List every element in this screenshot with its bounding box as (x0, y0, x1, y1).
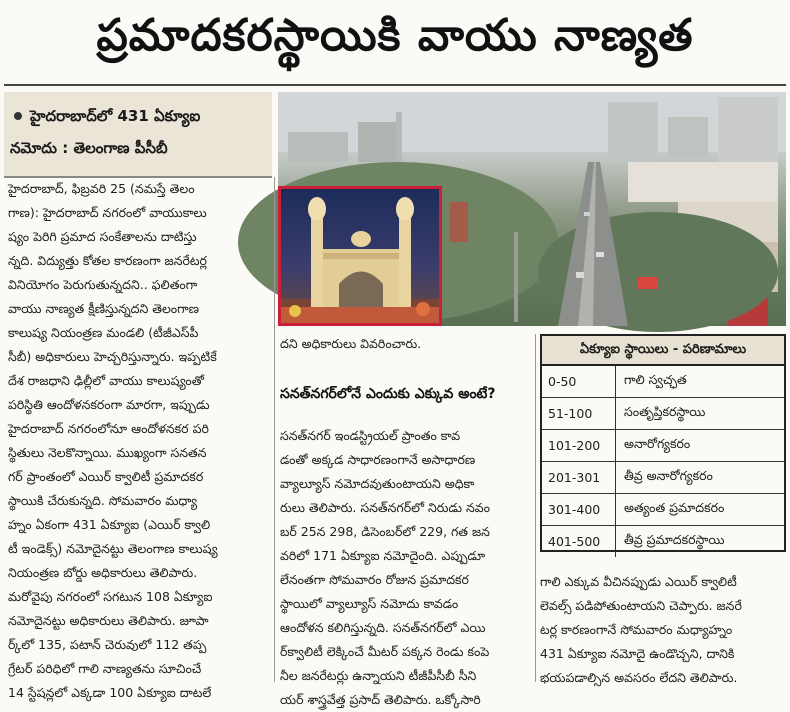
article-line: దేశ రాజధాని ఢిల్లీలో వాయు కాలుష్యంతో (8, 373, 204, 388)
article-line: స్థాయికి చేరుకున్నది. సోమవారం మధ్యా (8, 493, 198, 508)
headline-rule (4, 84, 786, 86)
article-line: నియంత్రణ బోర్డు అధికారులు తెలిపారు. (8, 565, 198, 580)
headline: ప్రమాదకరస్థాయికి వాయు నాణ్యత (96, 10, 694, 61)
article-line: భయపడాల్సిన అవసరం లేదని తెలిపారు. (540, 670, 738, 685)
article-line: ఆందోళన కలిగిస్తున్నది. సనత్‌నగర్‌లో ఎయి (280, 620, 486, 635)
aqi-table-row (542, 526, 784, 557)
aqi-table-header: ఏక్యూఐ స్థాయిలు - పరిణామాలు (542, 336, 784, 366)
article-line: నీల జనరేటర్లు ఉన్నాయని టీజీపీసీబీ సీని (280, 668, 477, 683)
article-line: డంతో అక్కడ సాధారణంగానే అసాధారణ (280, 452, 476, 467)
aqi-range-cell: 51-100 (542, 398, 616, 429)
article-line: స్థాయిలో వ్యాల్యూస్ నమోదు కావడం (280, 596, 459, 611)
aqi-range-cell: 101-200 (542, 430, 616, 461)
article-line: 14 స్టేషన్లలో ఎక్కడా 100 ఏక్యూఐ దాటలే (8, 685, 212, 700)
aqi-table-row (542, 494, 784, 526)
article-column-2 (280, 424, 532, 707)
charminar-illustration (281, 189, 439, 323)
article-line: గర్ ప్రాంతంలో ఎయిర్ క్వాలిటీ ప్రమాదకర (8, 469, 204, 484)
article-line: ష్యం పెరిగి ప్రమాద సంకేతాలను దాటిస్తు (8, 229, 197, 244)
article-line: హ్నం ఏకంగా 431 ఏక్యూఐ (ఎయిర్ క్వాలి (8, 517, 211, 532)
aqi-level-cell: అనారోగ్యకరం (624, 436, 691, 451)
article-line: లెవల్స్ పడిపోతుంటాయని చెప్పారు. జనరే (540, 598, 742, 613)
subheading-line-1: హైదరాబాద్‌లో 431 ఏక్యూఐ (10, 100, 266, 132)
aqi-range-cell: 301-400 (542, 494, 616, 525)
article-column-2-top: దని అధికారులు వివరించారు. (280, 336, 422, 351)
aqi-level-cell: తీవ్ర ప్రమాదకరస్థాయి (624, 532, 725, 547)
article-line: రులు తెలిపారు. సనత్‌నగర్‌లో నిరుడు నవం (280, 500, 491, 515)
aqi-table-row (542, 430, 784, 462)
column-rule-1 (274, 177, 275, 682)
article-line: సనత్‌నగర్ ఇండస్ట్రియల్ ప్రాంతం కావ (280, 428, 461, 443)
charminar-inset-photo (278, 186, 442, 326)
article-line: యర్ శాస్త్రవేత్త ప్రసాద్ తెలిపారు. ఒక్కోసారి (280, 692, 481, 707)
aqi-level-cell: సంతృప్తికరస్థాయి (624, 404, 706, 419)
article-line: మరోవైపు నగరంలో సగటున 108 ఏక్యూఐ (8, 589, 213, 604)
aqi-level-cell: తీవ్ర అనారోగ్యకరం (624, 468, 713, 483)
section-heading: సనత్‌నగర్‌లోనే ఎందుకు ఎక్కువ అంటే? (280, 386, 496, 402)
article-line: టీ ఇండెక్స్) నమోదైనట్టు తెలంగాణ కాలుష్య (8, 541, 218, 556)
aqi-table-row (542, 366, 784, 398)
article-line: స్థితులు నెలకొన్నాయి. ముఖ్యంగా సనతన (8, 445, 207, 460)
article-line: లేనంతగా సోమవారం రోజున ప్రమాదకర (280, 572, 469, 587)
subheading-box (4, 92, 272, 178)
aqi-table-body (542, 366, 784, 557)
article-line: ర్క్‌లో 135, పటాన్ చెరువులో 112 తప్ప (8, 637, 207, 652)
article-line: గ్రేటర్ పరిధిలో గాలి నాణ్యతను సూచించే (8, 661, 202, 676)
article-column-1 (8, 177, 270, 700)
article-line: హైదరాబాద్, ఫిబ్రవరి 25 (నమస్తే తెలం (8, 181, 195, 196)
aqi-range-cell: 201-301 (542, 462, 616, 493)
aqi-level-cell: అత్యంత ప్రమాదకరం (624, 500, 725, 515)
article-line: 431 ఏక్యూఐ నమోదై ఉండొచ్చని, దానికి (540, 646, 735, 661)
article-line: నమోదైనట్టు అధికారులు తెలిపారు. జూపా (8, 613, 209, 628)
article-line: హైదరాబాద్ నగరంలోనూ ఆందోళనకర పరి (8, 421, 209, 436)
aqi-range-cell: 0-50 (542, 366, 616, 397)
article-line: న్నది. విద్యుత్తు కోతల కారణంగా జనరేటర్ల (8, 253, 207, 268)
article-line: పరిస్థితి ఆందోళనకరంగా మారగా, ఇప్పుడు (8, 397, 210, 412)
aqi-level-cell: గాలి స్వచ్ఛత (624, 372, 687, 387)
aqi-table-row (542, 462, 784, 494)
article-line: సీబీ) అధికారులు హెచ్చరిస్తున్నారు. ఇప్పటికే (8, 349, 217, 364)
article-line: టర్ల కారణంగానే సోమవారం మధ్యాహ్నం (540, 622, 733, 637)
article-line: బర్ 25న 298, డిసెంబర్‌లో 229, గత జన (280, 524, 490, 539)
bullet-icon (14, 112, 22, 120)
article-line: వ్యాల్యూస్ నమోదవుతుంటాయని అధికా (280, 476, 475, 491)
article-line: కాలుష్య నియంత్రణ మండలి (టీజీఎస్‌పీ (8, 325, 199, 340)
article-column-3 (540, 570, 786, 685)
aqi-range-cell: 401-500 (542, 526, 616, 557)
aqi-levels-table (540, 334, 786, 552)
article-line: వరిలో 171 ఏక్యూఐ నమోదైంది. ఎప్పుడూ (280, 548, 486, 563)
article-line: ర్‌క్వాలిటీ లెక్కించే మీటర్ పక్కన రెండు కంపె (280, 644, 490, 659)
article-line: వినియోగం పెరుగుతున్నదని.. ఫలితంగా (8, 277, 198, 292)
article-line: గాలి ఎక్కువ వీచినప్పుడు ఎయిర్ క్వాలిటీ (540, 574, 737, 589)
article-line: గాణ): హైదరాబాద్ నగరంలో వాయుకాలు (8, 205, 207, 220)
column-rule-2 (535, 334, 536, 682)
aqi-table-row (542, 398, 784, 430)
subheading-line-2: నమోదు : తెలంగాణ పీసీబీ (10, 139, 168, 157)
article-line: వాయు నాణ్యత క్షీణిస్తున్నదని తెలంగాణ (8, 301, 199, 316)
